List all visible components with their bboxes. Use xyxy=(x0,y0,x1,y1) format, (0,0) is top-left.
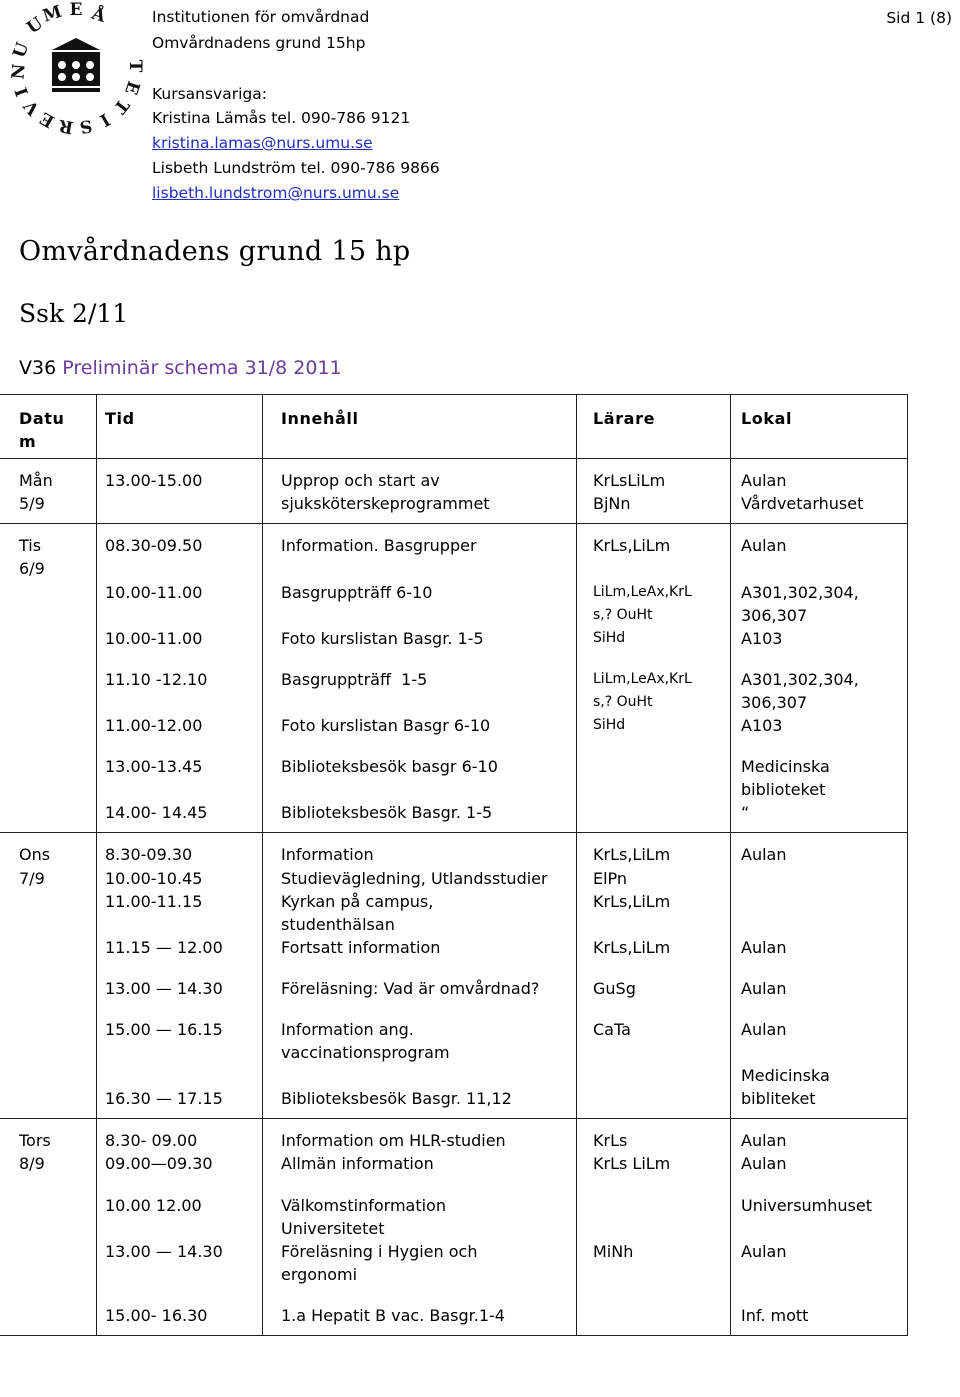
table-row xyxy=(0,1119,908,1184)
cell-teacher xyxy=(577,1184,731,1294)
cell-room: Aulan A301,302,304, 306,307 A103 xyxy=(731,524,908,658)
schedule-title: Preliminär schema 31/8 2011 xyxy=(62,357,342,379)
table-row xyxy=(0,967,908,1008)
svg-text:E: E xyxy=(69,0,83,20)
header-teacher: Lärare xyxy=(577,395,731,459)
svg-text:T: T xyxy=(109,94,133,118)
header-time: Tid xyxy=(97,395,263,459)
cell-date: Mån 5/9 xyxy=(0,459,97,524)
institution: Institutionen för omvårdnad xyxy=(152,8,370,26)
contact2-email-link[interactable]: lisbeth.lundstrom@nurs.umu.se xyxy=(152,184,400,202)
cell-content: Information om HLR-studien Allmän information xyxy=(263,1119,577,1184)
cell-time: 08.30-09.50 10.00-11.00 10.00-11.00 xyxy=(97,524,263,658)
table-row xyxy=(0,459,908,524)
cell-time: 10.00 12.00 13.00 — 14.30 xyxy=(97,1184,263,1294)
cell-content: Biblioteksbesök basgr 6-10 Biblioteksbesök Basgr. 1-5 xyxy=(263,745,577,833)
cell-teacher xyxy=(577,1119,731,1184)
university-logo-icon xyxy=(8,0,145,137)
cell-teacher-text: KrLsLiLm BjNn xyxy=(593,471,666,514)
table-row xyxy=(0,1294,908,1336)
table-row xyxy=(0,524,908,658)
table-row xyxy=(0,1008,908,1119)
svg-text:R: R xyxy=(57,114,75,137)
cell-time: 15.00- 16.30 xyxy=(97,1294,263,1336)
cell-room: Aulan Medicinska bibliteket xyxy=(731,1008,908,1119)
cell-room: Inf. mott xyxy=(731,1294,908,1336)
svg-text:I: I xyxy=(96,108,113,130)
table-row xyxy=(0,745,908,833)
page-number: Sid 1 (8) xyxy=(886,9,952,27)
svg-text:V: V xyxy=(20,95,45,119)
cell-teacher-small: LiLm,LeAx,KrL s,? OuHt SiHd xyxy=(593,583,692,646)
cell-teacher-text: KrLs KrLs LiLm xyxy=(593,1131,671,1174)
cell-content: Information Studievägledning, Utlandsstudier Kyrkan på campus, studenthälsan Fortsatt information xyxy=(263,833,577,967)
cell-teacher-text: KrLs,LiLm xyxy=(593,536,671,556)
cell-teacher xyxy=(577,833,731,967)
cell-teacher-text: GuSg xyxy=(593,978,636,998)
svg-text:S: S xyxy=(78,115,94,137)
cell-room: Aulan xyxy=(731,967,908,1008)
cell-content: Information. Basgrupper Basgruppträff 6-10 Foto kurslistan Basgr. 1-5 xyxy=(263,524,577,658)
cell-room: Medicinska biblioteket “ xyxy=(731,745,908,833)
svg-text:U: U xyxy=(23,13,47,39)
svg-text:E: E xyxy=(36,107,59,132)
header-room: Lokal xyxy=(731,395,908,459)
table-row xyxy=(0,833,908,967)
cell-content: Upprop och start av sjuksköterskeprogrammet xyxy=(263,459,577,524)
cell-time: 15.00 — 16.15 16.30 — 17.15 xyxy=(97,1008,263,1119)
contact2-name: Lisbeth Lundström tel. 090-786 9866 xyxy=(152,159,440,177)
cell-time: 8.30-09.30 10.00-10.45 11.00-11.15 11.15 — 12.00 xyxy=(97,833,263,967)
cell-date: Tis 6/9 xyxy=(0,524,97,833)
svg-text:Å: Å xyxy=(89,3,108,27)
cell-teacher-small: LiLm,LeAx,KrL s,? OuHt SiHd xyxy=(593,670,692,734)
cell-room: Aulan Vårdvetarhuset xyxy=(731,459,908,524)
schedule-table xyxy=(0,394,908,1336)
cell-teacher xyxy=(577,524,731,658)
cell-room: A301,302,304, 306,307 A103 xyxy=(731,658,908,745)
cell-date: Tors 8/9 xyxy=(0,1119,97,1336)
schedule-week: V36 xyxy=(19,357,57,379)
class-title: Ssk 2/11 xyxy=(19,299,129,328)
cell-content: Föreläsning: Vad är omvårdnad? xyxy=(263,967,577,1008)
svg-text:E: E xyxy=(120,78,144,97)
svg-text:M: M xyxy=(40,1,65,27)
cell-room: Universumhuset Aulan xyxy=(731,1184,908,1294)
cell-time: 8.30- 09.00 09.00—09.30 xyxy=(97,1119,263,1184)
schedule-heading xyxy=(19,357,342,379)
cell-time: 11.10 -12.10 11.00-12.00 xyxy=(97,658,263,745)
header-date: Datu m xyxy=(0,395,97,459)
cell-room: Aulan Aulan xyxy=(731,1119,908,1184)
course-line: Omvårdnadens grund 15hp xyxy=(152,34,366,52)
cell-time: 13.00 — 14.30 xyxy=(97,967,263,1008)
cell-content: Information ang. vaccinationsprogram Biblioteksbesök Basgr. 11,12 xyxy=(263,1008,577,1119)
cell-teacher xyxy=(577,745,731,833)
cell-teacher xyxy=(577,1294,731,1336)
contact1-email-link[interactable]: kristina.lamas@nurs.umu.se xyxy=(152,134,373,152)
cell-teacher xyxy=(577,967,731,1008)
svg-text:N: N xyxy=(8,62,30,81)
cell-date: Ons 7/9 xyxy=(0,833,97,1119)
cell-teacher xyxy=(577,459,731,524)
cell-teacher xyxy=(577,1008,731,1119)
table-row xyxy=(0,658,908,745)
svg-text:I: I xyxy=(11,84,34,99)
cell-content: Basgruppträff 1-5 Foto kurslistan Basgr 6-10 xyxy=(263,658,577,745)
cell-time: 13.00-15.00 xyxy=(97,459,263,524)
cell-room: Aulan Aulan xyxy=(731,833,908,967)
responsible-label: Kursansvariga: xyxy=(152,85,267,103)
header-content: Innehåll xyxy=(263,395,577,459)
contact1-name: Kristina Lämås tel. 090-786 9121 xyxy=(152,109,411,127)
course-title: Omvårdnadens grund 15 hp xyxy=(19,236,411,267)
cell-teacher-text: KrLs,LiLm ElPn KrLs,LiLm KrLs,LiLm xyxy=(593,845,671,957)
table-row xyxy=(0,1184,908,1294)
svg-text:U: U xyxy=(9,39,34,61)
cell-content: Välkomstinformation Universitetet Föreläsning i Hygien och ergonomi xyxy=(263,1184,577,1294)
cell-content: 1.a Hepatit B vac. Basgr.1-4 xyxy=(263,1294,577,1336)
table-header-row xyxy=(0,395,908,459)
cell-teacher-text: CaTa xyxy=(593,1019,631,1039)
cell-teacher-text: MiNh xyxy=(593,1241,634,1261)
cell-teacher xyxy=(577,658,731,745)
svg-text:T: T xyxy=(125,59,145,73)
cell-time: 13.00-13.45 14.00- 14.45 xyxy=(97,745,263,833)
